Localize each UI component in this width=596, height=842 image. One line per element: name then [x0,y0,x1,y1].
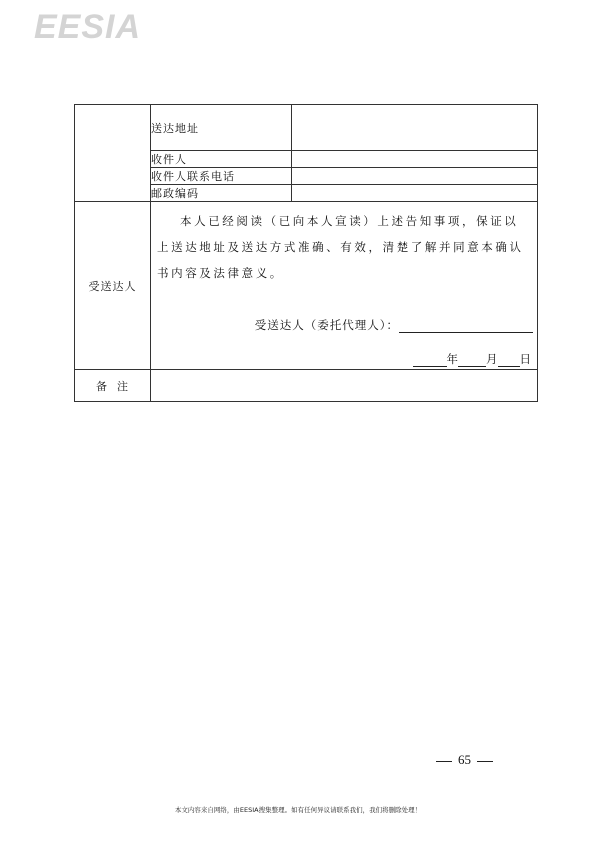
recipient-phone-value-cell[interactable] [292,168,538,185]
signature-block [255,317,533,333]
address-row [75,105,538,151]
page-dash-right [477,761,493,762]
declaration-cell [151,202,538,370]
postcode-value-cell[interactable] [292,185,538,202]
remarks-value-cell[interactable] [151,370,538,402]
signature-line[interactable] [399,320,533,333]
receiver-section-label: 受送达人 [75,202,151,370]
recipient-value-cell[interactable] [292,151,538,168]
page-number-value: 65 [458,752,471,767]
page-dash-left [436,761,452,762]
day-label: 日 [519,351,531,366]
month-blank[interactable] [458,354,486,367]
declaration-row [75,202,538,370]
postcode-label: 邮政编码 [151,185,292,202]
year-blank[interactable] [413,354,447,367]
service-address-form-table [74,104,538,402]
eesia-logo: EESIA [34,8,142,46]
remarks-label: 备 注 [75,370,151,402]
address-value-cell[interactable] [292,105,538,151]
address-label: 送达地址 [151,105,292,151]
page-number [436,752,493,768]
date-block [413,351,532,367]
signature-label: 受送达人（委托代理人）： [254,317,399,332]
remarks-row [75,370,538,402]
month-label: 月 [486,351,498,366]
declaration-text: 本人已经阅读（已向本人宣读）上述告知事项，保证以上送达地址及送达方式准确、有效，清楚了解并同意本确认书内容及法律意义。 [157,213,524,280]
recipient-phone-label: 收件人联系电话 [151,168,292,185]
footer-notice: 本文内容来自网络，由EESIA搜集整理。如有任何异议请联系我们，我们将删除处理！ [174,806,422,814]
blank-side-cell [75,105,151,202]
day-blank[interactable] [498,354,520,367]
year-label: 年 [446,351,458,366]
recipient-label: 收件人 [151,151,292,168]
